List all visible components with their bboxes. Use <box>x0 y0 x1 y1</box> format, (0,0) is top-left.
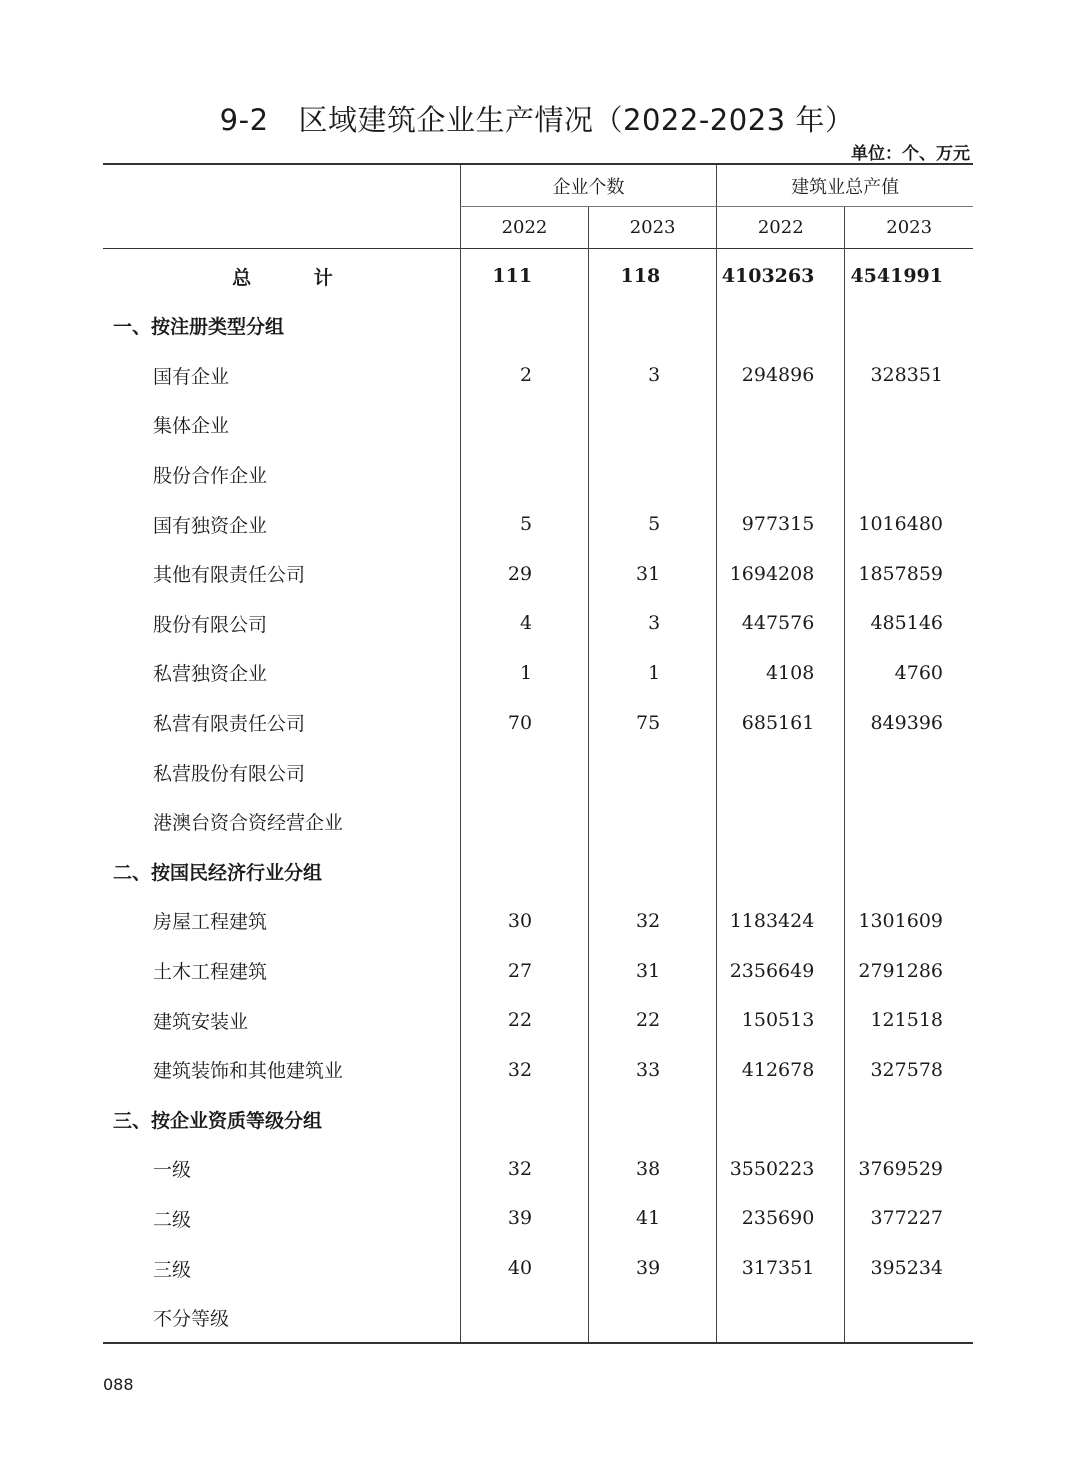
cell-count-2022: 30 <box>460 896 588 946</box>
cell-count-2022: 5 <box>460 499 588 549</box>
table-row <box>103 995 973 1045</box>
cell-output-2022: 4103263 <box>717 249 845 302</box>
cell-count-2022: 40 <box>460 1243 588 1293</box>
cell-output-2022: 2356649 <box>717 946 845 996</box>
cell-output-2023: 2791286 <box>845 946 973 996</box>
cell-output-2022: 317351 <box>717 1243 845 1293</box>
cell-count-2023: 41 <box>589 1194 717 1244</box>
cell-output-2023: 395234 <box>845 1243 973 1293</box>
cell-count-2023: 31 <box>589 549 717 599</box>
row-label: 私营有限责任公司 <box>153 713 306 736</box>
row-label: 私营股份有限公司 <box>153 762 306 785</box>
table-row <box>103 450 973 500</box>
header-year: 2022 <box>460 207 588 249</box>
cell-output-2022: 1694208 <box>717 549 845 599</box>
cell-count-2022 <box>460 797 588 847</box>
cell-output-2022 <box>717 1293 845 1344</box>
row-label: 土木工程建筑 <box>153 961 268 984</box>
statistics-table <box>103 163 973 1344</box>
cell-output-2023: 849396 <box>845 698 973 748</box>
cell-count-2023: 32 <box>589 896 717 946</box>
cell-count-2023: 3 <box>589 351 717 401</box>
table-row-category <box>103 1095 973 1145</box>
table-row <box>103 1243 973 1293</box>
cell-count-2023 <box>589 797 717 847</box>
table-row <box>103 1144 973 1194</box>
table-row-category <box>103 301 973 351</box>
cell-output-2022 <box>717 797 845 847</box>
table-title-text: 区域建筑企业生产情况（2022-2023 年） <box>298 103 855 137</box>
row-label-category: 二、按国民经济行业分组 <box>113 861 323 884</box>
table-row-total <box>103 249 973 302</box>
row-label: 集体企业 <box>153 415 230 438</box>
table-row <box>103 698 973 748</box>
cell-output-2022: 1183424 <box>717 896 845 946</box>
cell-count-2023 <box>589 747 717 797</box>
cell-output-2022: 3550223 <box>717 1144 845 1194</box>
cell-count-2022 <box>460 747 588 797</box>
cell-output-2023: 121518 <box>845 995 973 1045</box>
row-label: 港澳台资合资经营企业 <box>153 812 344 835</box>
row-label: 国有企业 <box>153 365 230 388</box>
cell-count-2022: 2 <box>460 351 588 401</box>
cell-count-2022: 39 <box>460 1194 588 1244</box>
cell-count-2022 <box>460 1293 588 1344</box>
cell-count-2023: 39 <box>589 1243 717 1293</box>
row-label-category: 三、按企业资质等级分组 <box>113 1109 323 1132</box>
cell-output-2022: 977315 <box>717 499 845 549</box>
row-label: 建筑安装业 <box>153 1010 249 1033</box>
cell-count-2023 <box>589 847 717 897</box>
cell-count-2023: 75 <box>589 698 717 748</box>
cell-output-2022: 294896 <box>717 351 845 401</box>
row-label: 国有独资企业 <box>153 514 268 537</box>
cell-count-2022: 32 <box>460 1045 588 1095</box>
table-row <box>103 549 973 599</box>
table-row <box>103 1045 973 1095</box>
cell-output-2023: 1857859 <box>845 549 973 599</box>
cell-output-2023 <box>845 747 973 797</box>
row-label: 建筑装饰和其他建筑业 <box>153 1060 344 1083</box>
cell-count-2023: 1 <box>589 648 717 698</box>
row-label: 股份有限公司 <box>153 613 268 636</box>
cell-count-2023: 38 <box>589 1144 717 1194</box>
cell-count-2023: 33 <box>589 1045 717 1095</box>
cell-count-2023 <box>589 301 717 351</box>
row-label-category: 一、按注册类型分组 <box>113 316 285 339</box>
row-label: 二级 <box>153 1208 192 1231</box>
table-row <box>103 351 973 401</box>
table-row <box>103 648 973 698</box>
row-label: 其他有限责任公司 <box>153 564 306 587</box>
table-title <box>0 98 1074 139</box>
cell-output-2023: 485146 <box>845 599 973 649</box>
cell-output-2023: 3769529 <box>845 1144 973 1194</box>
cell-count-2022 <box>460 450 588 500</box>
cell-output-2022: 235690 <box>717 1194 845 1244</box>
table-row <box>103 747 973 797</box>
row-label: 股份合作企业 <box>153 465 268 488</box>
table-row <box>103 946 973 996</box>
cell-count-2022: 27 <box>460 946 588 996</box>
stub-header <box>103 164 460 249</box>
cell-count-2022: 1 <box>460 648 588 698</box>
cell-count-2023 <box>589 450 717 500</box>
cell-output-2023: 327578 <box>845 1045 973 1095</box>
row-label: 三级 <box>153 1258 192 1281</box>
cell-output-2022: 447576 <box>717 599 845 649</box>
cell-output-2023: 4760 <box>845 648 973 698</box>
row-label: 房屋工程建筑 <box>153 911 268 934</box>
cell-output-2023 <box>845 847 973 897</box>
header-year: 2023 <box>589 207 717 249</box>
header-year: 2023 <box>845 207 973 249</box>
table-row <box>103 797 973 847</box>
cell-count-2022: 22 <box>460 995 588 1045</box>
row-label-total: 总 计 <box>232 266 361 289</box>
cell-count-2022: 29 <box>460 549 588 599</box>
cell-count-2022: 111 <box>460 249 588 302</box>
row-label: 不分等级 <box>153 1308 230 1331</box>
cell-output-2023: 4541991 <box>845 249 973 302</box>
cell-output-2022 <box>717 847 845 897</box>
cell-output-2023 <box>845 1293 973 1344</box>
cell-output-2022: 150513 <box>717 995 845 1045</box>
header-enterprise-count: 企业个数 <box>460 164 716 207</box>
cell-count-2023: 5 <box>589 499 717 549</box>
table-row <box>103 400 973 450</box>
page-number: 088 <box>103 1375 134 1394</box>
cell-output-2023: 1301609 <box>845 896 973 946</box>
row-label: 私营独资企业 <box>153 663 268 686</box>
cell-output-2023: 328351 <box>845 351 973 401</box>
table-row <box>103 896 973 946</box>
cell-count-2022 <box>460 1095 588 1145</box>
cell-count-2023 <box>589 400 717 450</box>
cell-output-2022 <box>717 747 845 797</box>
cell-count-2022: 70 <box>460 698 588 748</box>
cell-output-2023 <box>845 301 973 351</box>
cell-output-2022: 685161 <box>717 698 845 748</box>
cell-output-2022 <box>717 1095 845 1145</box>
cell-count-2022 <box>460 400 588 450</box>
table-number: 9-2 <box>219 103 269 137</box>
table-row <box>103 1293 973 1344</box>
cell-output-2023: 1016480 <box>845 499 973 549</box>
header-output-value: 建筑业总产值 <box>717 164 973 207</box>
table-row <box>103 1194 973 1244</box>
cell-count-2023: 118 <box>589 249 717 302</box>
table-row <box>103 599 973 649</box>
cell-count-2022 <box>460 301 588 351</box>
unit-label: 单位：个、万元 <box>851 144 970 164</box>
cell-output-2022: 412678 <box>717 1045 845 1095</box>
cell-count-2023: 31 <box>589 946 717 996</box>
cell-output-2023 <box>845 797 973 847</box>
cell-count-2022: 32 <box>460 1144 588 1194</box>
cell-count-2022: 4 <box>460 599 588 649</box>
header-year: 2022 <box>717 207 845 249</box>
cell-count-2023 <box>589 1293 717 1344</box>
cell-output-2023: 377227 <box>845 1194 973 1244</box>
cell-output-2022: 4108 <box>717 648 845 698</box>
cell-output-2022 <box>717 450 845 500</box>
cell-output-2023 <box>845 400 973 450</box>
cell-count-2023: 3 <box>589 599 717 649</box>
row-label: 一级 <box>153 1159 192 1182</box>
cell-count-2023: 22 <box>589 995 717 1045</box>
cell-count-2022 <box>460 847 588 897</box>
table-row-category <box>103 847 973 897</box>
cell-output-2023 <box>845 1095 973 1145</box>
cell-output-2023 <box>845 450 973 500</box>
cell-output-2022 <box>717 301 845 351</box>
cell-count-2023 <box>589 1095 717 1145</box>
cell-output-2022 <box>717 400 845 450</box>
table-row <box>103 499 973 549</box>
